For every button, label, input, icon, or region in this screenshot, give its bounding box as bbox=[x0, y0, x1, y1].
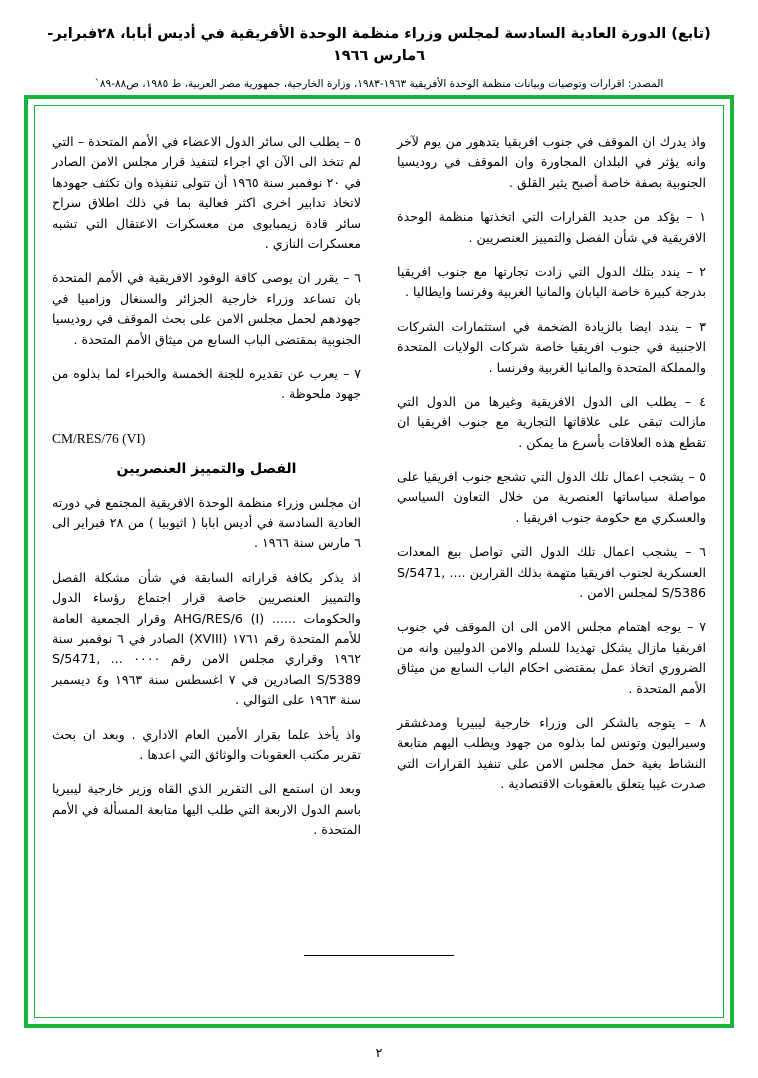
paragraph: اذ يذكر بكافة قراراته السابقة في شأن مشكلة الفصل والتمييز العنصريين خاصة قرار اجتماع رؤساء الدول والحكومات ...... AHG/RES/6 (I) وقرار الجمعية العامة للأمم المتحدة رقم ١٧٦١ (XVIII) الصادر في ٦ نوفمبر سنة ١٩٦٢ وقراري مجلس الامن رقم ٠٠٠٠ ... S/5471, S/5389 الصادرين في ٧ اغسطس سنة ١٩٦٣ و٤ ديسمبر سنة ١٩٦٣ على التوالي . bbox=[52, 569, 361, 708]
column-left bbox=[52, 132, 361, 855]
resolution-code: CM/RES/76 (VI) bbox=[52, 430, 146, 446]
paragraph: واذ يدرك ان الموقف في جنوب افريقيا يتدهور من يوم لآخر وانه يؤثر في البلدان المجاورة وان الموقف في روديسيا الجنوبية بصفة خاصة أصبح يثير القلق . bbox=[397, 134, 706, 190]
paragraph: ٢ – يندد بتلك الدول التي زادت تجارتها مع جنوب افريقيا بدرجة كبيرة خاصة اليابان والمانيا الغربية وفرنسا وايطاليا . bbox=[397, 263, 706, 300]
paragraph: ٣ – يندد ايضا بالزيادة الضخمة في استثمارات الشركات الاجنبية في جنوب افريقيا خاصة شركات الولايات المتحدة والمملكة المتحدة والمانيا الغربية وفرنسا . bbox=[397, 318, 706, 375]
page-title: (تابع) الدورة العادية السادسة لمجلس وزراء منظمة الوحدة الأفريقية في أديس أبابا، ٢٨فبراير- ٦مارس ١٩٦٦ bbox=[47, 26, 711, 64]
paragraph: واذ يأخذ علما بقرار الأمين العام الاداري . وبعد ان بحث تقرير مكتب العقوبات والوثائق التي اعدها . bbox=[52, 726, 361, 762]
paragraph: وبعد ان استمع الى التقرير الذي القاه وزير خارجية ليبيريا باسم الدول الاربعة التي طلب اليها متابعة المسألة في الأمم المتحدة . bbox=[52, 781, 361, 838]
page-header bbox=[0, 0, 758, 92]
paragraph: ٥ – يطلب الى سائر الدول الاعضاء في الأمم المتحدة – التي لم تتخذ الى الآن اي اجراء لتنفيذ قرار مجلس الامن الصادر في ٢٠ نوفمبر سنة ١٩٦٥ أن تتولى تنفيذه وان تكثف جهودها لاتخاذ تدابير اخرى اكثر فعالية بما في ذلك اطلاق سراح سائر قادة زيمبابوى من معسكرات الاعتقال التي تشبه معسكرات النازي . bbox=[52, 134, 361, 251]
paragraph: ٧ – يعرب عن تقديره للجنة الخمسة والخبراء لما بذلوه من جهود ملحوظة . bbox=[52, 365, 361, 402]
resolution-heading: الفصل والتمييز العنصريين bbox=[116, 460, 297, 477]
body-columns bbox=[52, 132, 706, 855]
paragraph: ٧ – يوجه اهتمام مجلس الامن الى ان الموقف في جنوب افريقيا مازال يشكل تهديدا للسلم والامن الدوليين وانه من الضروري اتخاذ عمل بمقتضى احكام الباب السابع من ميثاق الأمم المتحدة . bbox=[397, 619, 706, 696]
paragraph: ٨ – يتوجه بالشكر الى وزراء خارجية ليبيريا ومدغشقر وسيراليون وتونس لما بذلوه من جهود ويطلب اليهم متابعة النشاط بغية حمل مجلس الامن على تنفيذ القرارات التي صدرت غيبا يتعلق بالعقوبات الاقتصادية . bbox=[397, 714, 706, 792]
paragraph: ٥ – يشجب اعمال تلك الدول التي تشجع جنوب افريقيا على مواصلة سياساتها العنصرية من خلال التعاون السياسي والعسكري مع حكومة جنوب افريقيا . bbox=[397, 469, 706, 525]
paragraph: ٦ – يقرر ان يوصى كافة الوفود الافريقية في الأمم المتحدة بان تساعد وزراء خارجية الجزائر والسنغال وزامبيا في جهودهم لحمل مجلس الامن على بحث الموقف في روديسيا الجنوبية بمقتضى الباب السابع من ميثاق الأمم المتحدة . bbox=[52, 270, 361, 347]
paragraph: ان مجلس وزراء منظمة الوحدة الافريقية المجتمع في دورته العادية السادسة في أديس ابابا ( اثيوبيا ) من ٢٨ فبراير الى ٦ مارس سنة ١٩٦٦ . bbox=[52, 494, 362, 551]
section-divider bbox=[304, 955, 454, 956]
paragraph: ٦ – يشجب اعمال تلك الدول التي تواصل بيع المعدات العسكرية لجنوب افريقيا متهمة بذلك القرارين .... S/5471, S/5386 لمجلس الامن . bbox=[397, 544, 706, 601]
column-right bbox=[397, 132, 706, 855]
source-line: المصدر: اقرارات وتوصيات وبيانات منظمة الوحدة الأفريقية ١٩٦٣-١٩٨٣، وزارة الخارجية، جمهورية مصر العربية، ط ١٩٨٥، ص٨٨-٨٩` bbox=[94, 77, 664, 90]
paragraph: ١ – يؤكد من جديد القرارات التي اتخذتها منظمة الوحدة الافريقية في شأن الفصل والتمييز العنصريين . bbox=[397, 209, 706, 245]
page-number: ٢ bbox=[375, 1045, 383, 1060]
paragraph: ٤ – يطلب الى الدول الافريقية وغيرها من الدول التي مازالت تبقى على علاقاتها التجارية مع جنوب افريقيا ان تقطع هذه العلاقات بأسرع ما يمكن . bbox=[397, 393, 706, 450]
section-divider-wrap bbox=[0, 941, 758, 960]
